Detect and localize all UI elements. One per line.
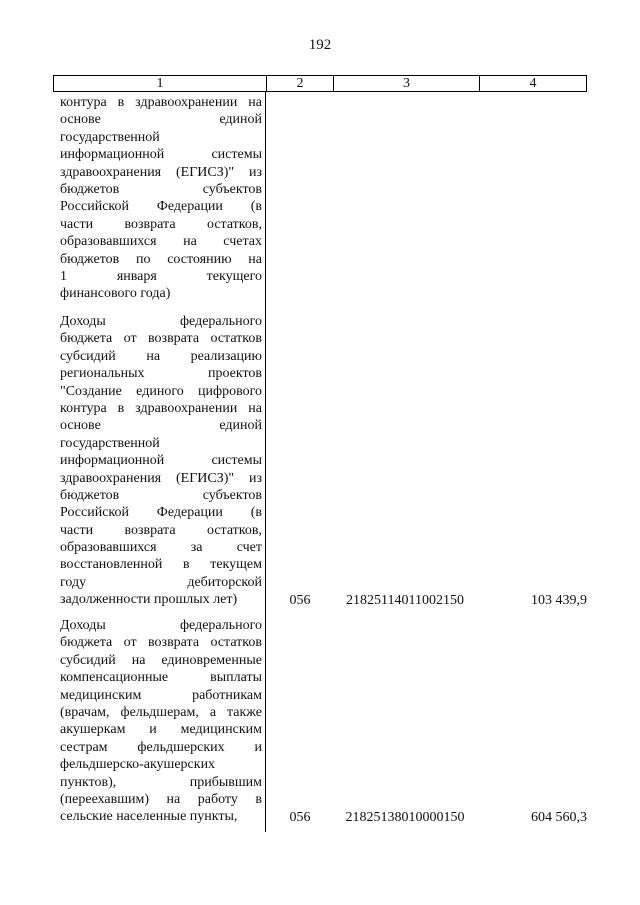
table-row [60, 313, 262, 609]
cell-text-line: сельские населенные пункты, [60, 809, 238, 825]
row-amount: 103 439,9 [531, 593, 587, 608]
cell-text-line: части возврата остатков, [60, 216, 262, 232]
cell-text-line: Доходы федерального [60, 314, 262, 329]
cell-text-line: (переехавшим) на работу в [60, 791, 262, 807]
cell-text-line: году дебиторской [60, 574, 262, 590]
header-col-3: 3 [403, 76, 410, 91]
table-header [53, 75, 587, 92]
cell-text-line: пунктов), прибывшим [60, 774, 262, 790]
cell-text-line: здравоохранения (ЕГИСЗ)" из [60, 470, 262, 486]
header-col-2: 2 [296, 76, 304, 91]
row-code: 056 [289, 810, 311, 825]
row-amount: 604 560,3 [531, 810, 587, 825]
cell-text-line: бюджетов субъектов [60, 487, 262, 503]
column-divider [265, 92, 266, 832]
cell-text-line: государственной [60, 129, 160, 145]
cell-text-line: (врачам, фельдшерам, а также [60, 704, 262, 720]
row-kbk: 21825114011002150 [346, 593, 464, 608]
row-code: 056 [289, 593, 311, 608]
cell-text-line: субсидий на реализацию [60, 348, 262, 364]
cell-text-line: фельдшерско-акушерских [60, 757, 216, 773]
cell-text-line: образовавшихся за счет [60, 540, 262, 556]
header-col-1: 1 [156, 76, 164, 91]
cell-text-line: контура в здравоохранении на [60, 95, 262, 110]
table-row [60, 94, 262, 303]
cell-text-line: контура в здравоохранении на [60, 400, 262, 416]
cell-text-line: Российской Федерации (в [60, 199, 262, 215]
cell-text-line: государственной [60, 435, 160, 451]
cell-text-line: компенсационные выплаты [60, 670, 262, 686]
cell-text-line: региональных проектов [60, 366, 262, 382]
cell-text-line: бюджетов по состоянию на [60, 251, 262, 267]
cell-text-line: медицинским работникам [60, 687, 262, 703]
cell-text-line: финансового года) [60, 286, 171, 302]
table-row [60, 617, 262, 826]
cell-text-line: задолженности прошлых лет) [60, 592, 238, 608]
cell-text-line: акушеркам и медицинским [60, 722, 262, 738]
cell-text-line: образовавшихся на счетах [60, 234, 262, 250]
cell-text-line: субсидий на единовременные [60, 652, 262, 668]
cell-text-line: информационной системы [60, 453, 262, 469]
cell-text-line: основе единой [60, 112, 262, 128]
cell-text-line: бюджета от возврата остатков [60, 635, 262, 651]
cell-text-line: бюджетов субъектов [60, 181, 262, 197]
cell-text-line: 1 января текущего [60, 268, 262, 284]
cell-text-line: части возврата остатков, [60, 522, 262, 538]
header-col-4: 4 [529, 76, 537, 91]
cell-text-line: "Создание единого цифрового [60, 383, 262, 399]
cell-text-line: бюджета от возврата остатков [60, 331, 262, 347]
cell-text-line: информационной системы [60, 147, 262, 163]
cell-text-line: Российской Федерации (в [60, 505, 262, 521]
cell-text-line: основе единой [60, 418, 262, 434]
page-number: 192 [308, 37, 332, 53]
cell-text-line: восстановленной в текущем [60, 557, 262, 573]
cell-text-line: Доходы федерального [60, 618, 262, 633]
cell-text-line: здравоохранения (ЕГИСЗ)" из [60, 164, 262, 180]
cell-text-line: сестрам фельдшерских и [60, 739, 262, 755]
row-kbk: 21825138010000150 [345, 810, 465, 825]
